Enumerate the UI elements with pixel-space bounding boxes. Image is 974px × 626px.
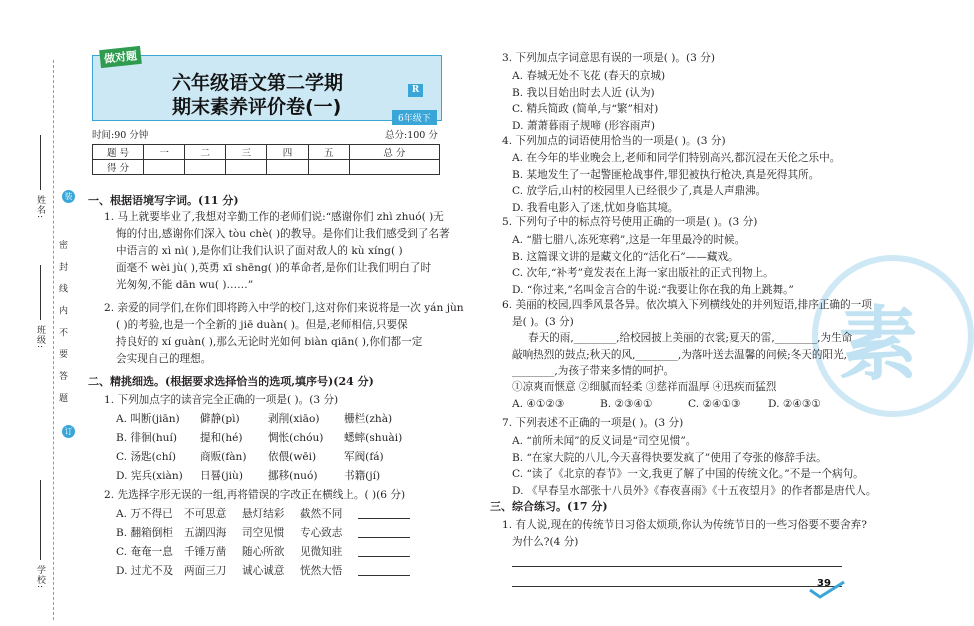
q4-option: 千锤万凿 <box>184 546 227 558</box>
q8-choices <box>512 398 842 414</box>
score-cell[interactable] <box>144 160 185 175</box>
seal-text: 密 封 线 内 不 要 答 题 <box>57 240 67 408</box>
q3-option: A. 叫断(jiān) <box>116 413 180 425</box>
q5-options <box>512 68 665 134</box>
q10-line: 1. 有人说,现在的传统节日习俗太烦琐,你认为传统节日的一些习俗要不要舍弃? <box>502 519 867 531</box>
score-cell[interactable] <box>349 160 439 175</box>
q2-line: 2. 亲爱的同学们,在你们即将跨入中学的校门,这对你们来说将是一次 yán jùn <box>104 302 464 314</box>
q4-option: 司空见惯 <box>242 527 285 539</box>
q6-options <box>512 150 840 216</box>
q4-option: A. 万不得已 <box>116 508 173 520</box>
q8-line: 敲响热烈的鼓点;秋天的风,________,为落叶送去温馨的问候;冬天的阳光, <box>512 348 848 361</box>
answer-line[interactable] <box>512 566 842 567</box>
q6-option: D. 我看电影入了迷,忧如身临其境。 <box>512 201 679 214</box>
q1-line: 1. 马上就要毕业了,我想对辛勤工作的老师们说:“感谢你们 zhì zhuó( )无 <box>104 211 444 223</box>
q3-option: 蟋蟀(shuài) <box>344 432 403 444</box>
total-score: 总分:100 分 <box>385 130 438 141</box>
name-label: 姓名: <box>35 195 45 220</box>
q9-option: B. “在家大院的八儿,今天喜得快要发疯了”使用了夸张的修辞手法。 <box>512 451 827 464</box>
q5-option: B. 我以目始出时去人近 (认为) <box>512 86 655 99</box>
q3-option: D. 宪兵(xiàn) <box>116 470 183 482</box>
q3-option: 依偎(wēi) <box>268 451 317 463</box>
answer-line[interactable] <box>512 586 842 587</box>
binding-circle-2: 订 <box>62 425 75 438</box>
section-2-heading: 二、精挑细选。(根据要求选择恰当的选项,填序号)(24 分) <box>88 375 374 388</box>
question-6: 4. 下列加点的词语使用恰当的一项是( )。(3 分) <box>502 135 726 147</box>
score-header-cell: 总 分 <box>349 145 439 160</box>
question-1 <box>104 209 450 294</box>
question-7: 5. 下列句子中的标点符号使用正确的一项是( )。(3 分) <box>502 216 758 228</box>
q2-line: 会实现自己的理想。 <box>116 353 212 365</box>
score-table <box>92 144 440 175</box>
watermark-stamp: 素 <box>838 298 918 391</box>
correction-line[interactable] <box>358 575 410 576</box>
q3-option: 栅栏(zhà) <box>344 413 393 425</box>
q6-option: B. 某地发生了一起警匪枪战事件,罪犯被执行枪决,真是死得其所。 <box>512 168 820 181</box>
question-8 <box>502 297 872 380</box>
page-number: 39 <box>817 578 831 589</box>
score-header-cell: 四 <box>267 145 308 160</box>
question-9: 7. 下列表述不正确的一项是( )。(3 分) <box>502 417 684 429</box>
score-cell[interactable] <box>267 160 308 175</box>
q3-options <box>116 411 446 491</box>
q7-option: B. 这篇课文讲的是藏文化的“活化石”——藏戏。 <box>512 250 739 263</box>
q4-option: 悬灯结彩 <box>242 508 285 520</box>
q3-option: 僻静(pì) <box>200 413 240 425</box>
q6-option: C. 放学后,山村的校园里人已经很少了,真是人声鼎沸。 <box>512 185 767 197</box>
q5-option: A. 春城无处不飞花 (春天的京城) <box>512 70 666 82</box>
school-label: 学校: <box>35 565 45 590</box>
q8-choice: D. ②④③① <box>768 398 821 410</box>
q8-line: 春天的雨,________,给校园披上美丽的衣裳;夏天的雷,________,为生命 <box>528 332 853 344</box>
correction-line[interactable] <box>358 537 410 538</box>
q4-option: 专心致志 <box>300 527 343 539</box>
q8-items: ①凉爽而惬意 ②细腻而轻柔 ③慈祥而温厚 ④迅疾而猛烈 <box>512 381 777 393</box>
q3-option: 商贩(fàn) <box>200 451 247 463</box>
binding-margin <box>0 0 80 626</box>
binding-circle-1: 装 <box>62 190 75 203</box>
q8-line: ________,为孩子带来多情的呵护。 <box>512 365 675 377</box>
q1-line: 面毫不 wèi jù( ),英勇 xī shēng( )的革命者,是你们让我们明白了时 <box>116 262 432 274</box>
question-5: 3. 下列加点字词意思有误的一项是( )。(3 分) <box>502 52 715 64</box>
section-1-heading: 一、根据语境写字词。(11 分) <box>88 194 239 207</box>
score-cell[interactable] <box>226 160 267 175</box>
q7-options <box>512 232 794 298</box>
q4-option: 不可思意 <box>184 508 227 520</box>
q10-line: 为什么?(4 分) <box>512 536 579 548</box>
q4-option: 恍然大悟 <box>300 565 343 577</box>
exam-time: 时间:90 分钟 <box>92 130 149 141</box>
score-header-cell: 二 <box>185 145 226 160</box>
title-line-2: 期末素养评价卷(一) <box>172 96 342 118</box>
title-line-1: 六年级语文第二学期 <box>172 72 344 94</box>
q3-option: B. 徘徊(huí) <box>116 432 178 444</box>
q1-line: 光匆匆,不能 dān wu( )……” <box>116 279 254 291</box>
q4-option: 随心所欲 <box>242 546 285 558</box>
q4-option: 两面三刀 <box>184 565 227 577</box>
q3-option: 书籍(jí) <box>344 470 381 482</box>
q4-option: D. 过尤不及 <box>116 565 174 577</box>
q4-option: 截然不同 <box>300 508 343 520</box>
q9-option: A. “前所未闻”的反义词是“司空见惯”。 <box>512 435 697 447</box>
question-3: 1. 下列加点字的读音完全正确的一项是( )。(3 分) <box>104 394 339 406</box>
score-row-label: 得 分 <box>93 160 144 175</box>
question-2 <box>104 300 464 368</box>
q7-option: D. “你过来,”名叫金言合的牛说:“我要让你在我的角上跳舞。” <box>512 283 794 296</box>
q3-option: 军阀(fá) <box>344 451 384 463</box>
q4-option: 诚心诚意 <box>242 565 285 577</box>
q9-option: C. “读了《北京的春节》一文,我更了解了中国的传统文化。”不是一个病句。 <box>512 468 864 480</box>
q8-line: 6. 美丽的校园,四季风景各异。依次填入下列横线处的并列短语,排序正确的一项 <box>502 299 872 311</box>
q5-option: D. 萧萧暮雨子规啼 (形容雨声) <box>512 119 656 132</box>
score-cell[interactable] <box>185 160 226 175</box>
q8-choice: B. ②③④① <box>600 398 653 410</box>
q6-option: A. 在今年的毕业晚会上,老师和同学们特别高兴,都沉浸在天伦之乐中。 <box>512 152 841 164</box>
q8-choice: C. ②④①③ <box>688 398 741 410</box>
q4-option: 见微知驻 <box>300 546 343 558</box>
q3-option: 提和(hé) <box>200 432 243 444</box>
q9-option: D. 《早春呈水部张十八员外》《春夜喜雨》《十五夜望月》的作者都是唐代人。 <box>512 484 877 497</box>
q3-option: 日晷(jiù) <box>200 470 243 482</box>
correction-line[interactable] <box>358 556 410 557</box>
class-label: 班级: <box>35 325 45 350</box>
correction-line[interactable] <box>358 518 410 519</box>
q4-options <box>116 506 446 591</box>
q2-line: ( )的考验,也是一个全新的 jiē duàn( )。但是,老师相信,只要保 <box>116 319 408 331</box>
q8-choice: A. ④①②③ <box>512 398 565 410</box>
q3-option: 剥削(xiāo) <box>268 413 320 425</box>
q7-option: C. 次年,“补考”竟发表在上海一家出版社的正式刊物上。 <box>512 267 774 279</box>
question-4: 2. 先选择字形无误的一组,再将错误的字改正在横线上。( )(6 分) <box>104 489 406 501</box>
q5-option: C. 精兵简政 (简单,与“繁”相对) <box>512 103 659 115</box>
q3-option: 惆怅(chóu) <box>268 432 324 444</box>
score-header-cell: 五 <box>308 145 349 160</box>
q1-line: 悔的付出,感谢你们深入 tòu chè( )的教导。是你们让我们感受到了名著 <box>116 228 450 240</box>
question-10 <box>502 517 867 551</box>
q9-options <box>512 433 876 499</box>
section-3-heading: 三、综合练习。(17 分) <box>490 500 608 513</box>
q3-option: 挪移(nuó) <box>268 470 318 482</box>
q2-line: 持良好的 xí guàn( ),那么无论时光如何 biàn qiān( ),你们都一定 <box>116 336 423 348</box>
q7-option: A. “腊七腊八,冻死寒鸦”,这是一年里最冷的时候。 <box>512 234 746 246</box>
score-header-cell: 一 <box>144 145 185 160</box>
q4-option: 五湖四海 <box>184 527 227 539</box>
grade-tag: 6年级下 <box>392 110 437 125</box>
q3-option: C. 汤匙(chí) <box>116 451 177 463</box>
q1-line: 中语言的 xì nì( ),是你们让我们认识了面对敌人的 kù xíng( ) <box>116 245 403 257</box>
score-cell[interactable] <box>308 160 349 175</box>
badge-label: 做对题 <box>99 46 142 68</box>
edition-tag: R <box>408 84 423 97</box>
score-header-cell: 题 号 <box>93 145 144 160</box>
score-header-cell: 三 <box>226 145 267 160</box>
q8-line: 是( )。(3 分) <box>512 315 574 328</box>
q4-option: B. 翻箱倒柜 <box>116 527 173 539</box>
q4-option: C. 奄奄一息 <box>116 546 173 558</box>
